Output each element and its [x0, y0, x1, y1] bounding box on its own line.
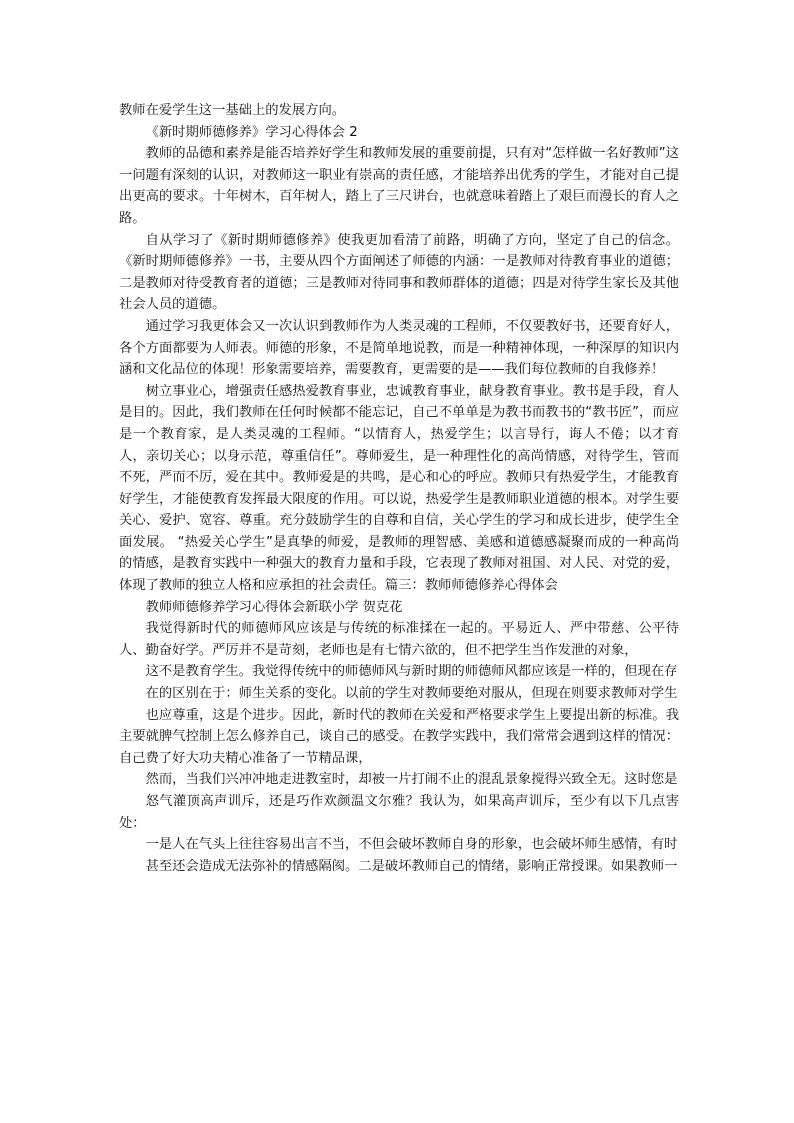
paragraph: 自从学习了《新时期师德修养》使我更加看清了前路，明确了方向，坚定了自己的信念。《新时期师德修养》一书，主要从四个方面阐述了师德的内涵：一是教师对待教育事业的道德；二是教师对待受教育者的道德；三是教师对待同事和教师群体的道德；四是对待学生家长及其他社会人员的道德。	[119, 232, 679, 313]
paragraph: 这不是教育学生。我觉得传统中的师德师风与新时期的师德师风都应该是一样的，但现在存	[145, 664, 678, 680]
author-line: 教师师德修养学习心得体会新联小学 贺克花	[145, 599, 403, 615]
paragraph: 教师在爱学生这一基础上的发展方向。	[119, 103, 346, 118]
paragraph: 怒气灌顶高声训斥，还是巧作欢颜温文尔雅？我认为，如果高声训斥，至少有以下几点害处：	[119, 794, 679, 831]
paragraph: 通过学习我更体会又一次认识到教师作为人类灵魂的工程师，不仅要教好书，还要育好人，各个方面都要为人师表。师德的形象，不是简单地说教，而是一种精神体现，一种深厚的知识内涵和文化品位的体现！形象需要培养，需要教育，更需要的是——我们每位教师的自我修养！	[119, 318, 679, 378]
paragraph: 一是人在气头上往往容易出言不当，不但会破坏教师自身的形象，也会破坏师生感情，有时	[145, 837, 678, 853]
paragraph: 我觉得新时代的师德师风应该是与传统的标准揉在一起的。平易近人、严中带慈、公平待人、勤奋好学。严厉并不是苛刻，老师也是有七情六欲的，但不把学生当作发泄的对象，	[119, 621, 679, 658]
paragraph: 树立事业心，增强责任感热爱教育事业，忠诚教育事业，献身教育事业。教书是手段，育人是目的。因此，我们教师在任何时候都不能忘记，自己不单单是为教书而教书的“教书匠”，而应是一个教育家，是人类灵魂的工程师。“以情育人，热爱学生；以言导行，诲人不倦；以才育人，亲切关心；以身示范，尊重信任”。尊师爱生，是一种理性化的高尚情感，对待学生，管而不死，严而不厉，爱在其中。教师爱是的共鸣，是心和心的呼应。教师只有热爱学生，才能教育好学生，才能使教育发挥最大限度的作用。可以说，热爱学生是教师职业道德的根本。对学生要关心、爱护、宽容、尊重。充分鼓励学生的自尊和自信，关心学生的学习和成长进步，使学生全面发展。 “热爱关心学生”是真挚的师爱，是教师的理智感、美感和道德感凝聚而成的一种高尚的情感，是教育实践中一种强大的教育力量和手段，它表现了教师对祖国、对人民、对党的爱，体现了教师的独立人格和应承担的社会责任。篇三：教师师德修养心得体会	[119, 383, 679, 594]
paragraph: 教师的品德和素养是能否培养好学生和教师发展的重要前提，只有对“怎样做一名好教师”这一问题有深刻的认识，对教师这一职业有崇高的责任感，才能培养出优秀的学生，才能对自己提出更高的要求。十年树木，百年树人，踏上了三尺讲台，也就意味着踏上了艰巨而漫长的育人之路。	[119, 146, 679, 226]
document-body	[119, 100, 679, 877]
paragraph: 在的区别在于：师生关系的变化。以前的学生对教师要绝对服从，但现在则要求教师对学生	[145, 686, 678, 702]
section-title: 《新时期师德修养》学习心得体会 2	[145, 124, 358, 140]
paragraph: 然而，当我们兴冲冲地走进教室时，却被一片打闹不止的混乱景象搅得兴致全无。这时您是	[145, 772, 678, 788]
paragraph: 甚至还会造成无法弥补的情感隔阂。二是破坏教师自己的情绪，影响正常授课。如果教师一	[145, 858, 678, 874]
paragraph: 也应尊重，这是个进步。因此，新时代的教师在关爱和严格要求学生上要提出新的标准。我主要就脾气控制上怎么修养自己，谈自己的感受。在教学实践中，我们常常会遇到这样的情况：自己费了好大功夫精心准备了一节精品课，	[119, 707, 679, 766]
